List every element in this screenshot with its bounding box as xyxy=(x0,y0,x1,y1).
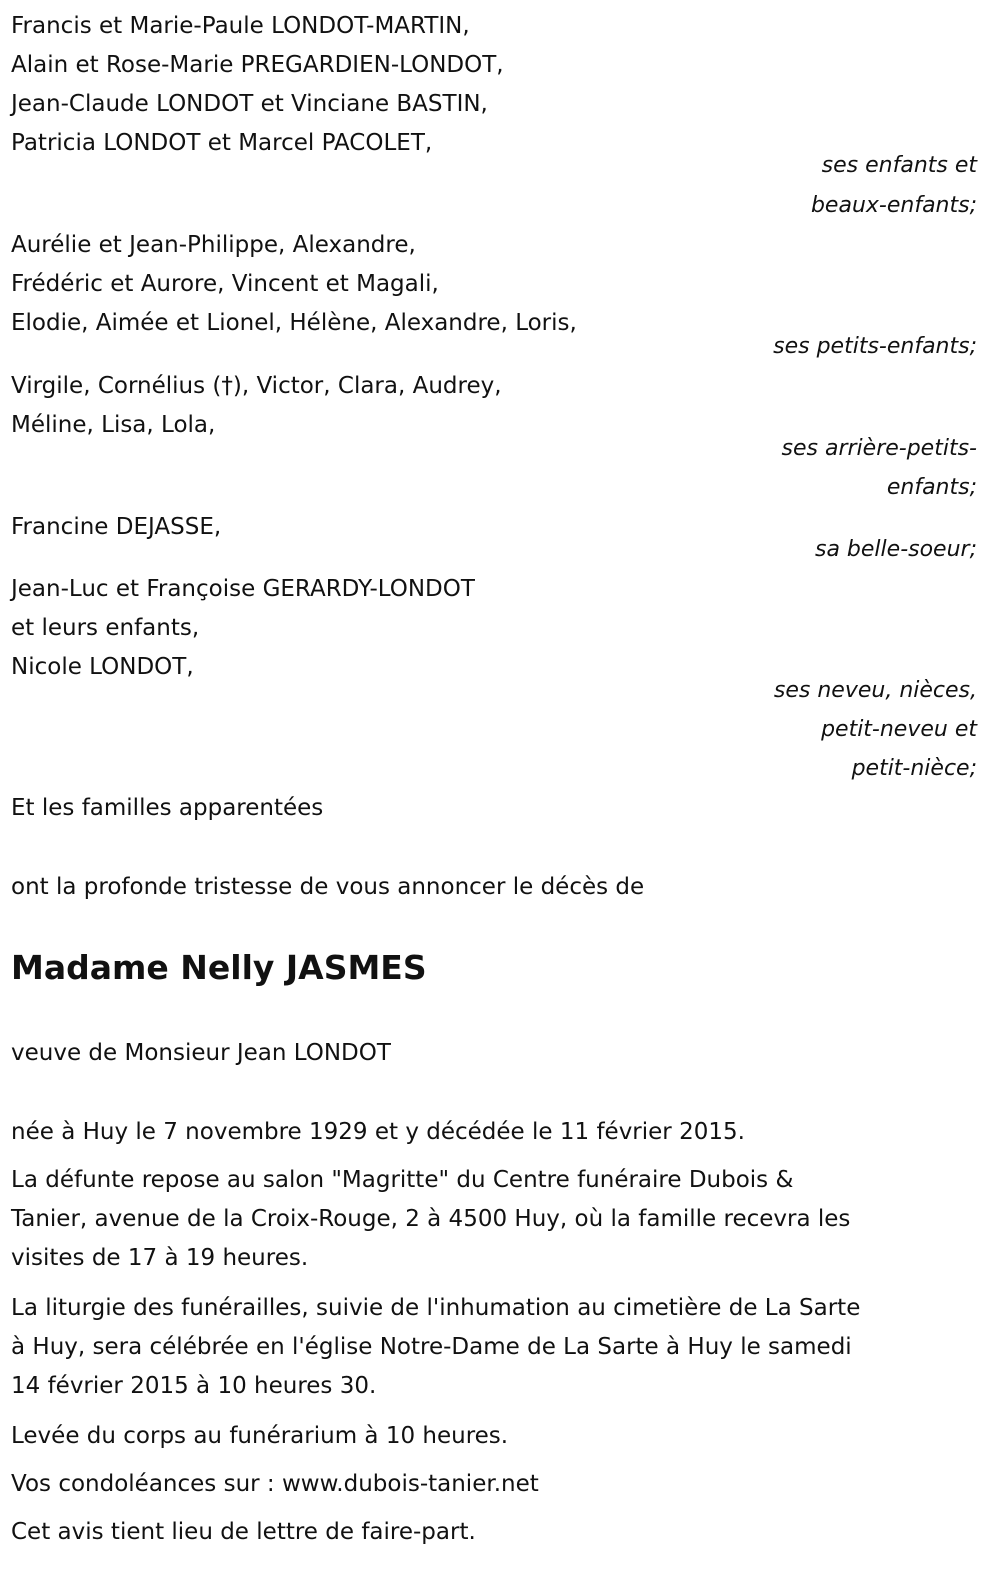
family-line: Virgile, Cornélius (†), Victor, Clara, Audrey, xyxy=(11,373,502,399)
visitation-line: visites de 17 à 19 heures. xyxy=(11,1245,309,1271)
family-line: Alain et Rose-Marie PREGARDIEN-LONDOT, xyxy=(11,52,504,78)
visitation-line: La défunte repose au salon "Magritte" du Centre funéraire Dubois & xyxy=(11,1167,794,1193)
relationship-label: petit-nièce; xyxy=(851,756,977,781)
family-line: Jean-Luc et Françoise GERARDY-LONDOT xyxy=(11,576,475,602)
family-line: Aurélie et Jean-Philippe, Alexandre, xyxy=(11,232,416,258)
condolences-line: Vos condoléances sur : www.dubois-tanier.net xyxy=(11,1471,539,1497)
relationship-label: petit-neveu et xyxy=(821,717,977,742)
family-line: Frédéric et Aurore, Vincent et Magali, xyxy=(11,271,439,297)
family-line: Patricia LONDOT et Marcel PACOLET, xyxy=(11,130,433,156)
family-line: Francine DEJASSE, xyxy=(11,514,222,540)
visitation-line: Tanier, avenue de la Croix-Rouge, 2 à 4500 Huy, où la famille recevra les xyxy=(11,1206,851,1232)
related-families: Et les familles apparentées xyxy=(11,795,324,821)
family-line: Elodie, Aimée et Lionel, Hélène, Alexandre, Loris, xyxy=(11,310,577,336)
family-line: Jean-Claude LONDOT et Vinciane BASTIN, xyxy=(11,91,488,117)
body-removal-line: Levée du corps au funérarium à 10 heures. xyxy=(11,1423,509,1449)
relationship-label: ses neveu, nièces, xyxy=(773,678,977,703)
widow-of: veuve de Monsieur Jean LONDOT xyxy=(11,1040,391,1066)
birth-death-line: née à Huy le 7 novembre 1929 et y décédée le 11 février 2015. xyxy=(11,1119,745,1145)
family-line: et leurs enfants, xyxy=(11,615,200,641)
notice-line: Cet avis tient lieu de lettre de faire-part. xyxy=(11,1519,476,1545)
funeral-line: 14 février 2015 à 10 heures 30. xyxy=(11,1373,377,1399)
relationship-label: ses petits-enfants; xyxy=(773,334,977,359)
family-line: Méline, Lisa, Lola, xyxy=(11,412,216,438)
funeral-line: à Huy, sera célébrée en l'église Notre-Dame de La Sarte à Huy le samedi xyxy=(11,1334,852,1360)
funeral-line: La liturgie des funérailles, suivie de l'inhumation au cimetière de La Sarte xyxy=(11,1295,861,1321)
relationship-label: enfants; xyxy=(886,475,977,500)
relationship-label: beaux-enfants; xyxy=(810,193,977,218)
relationship-label: ses arrière-petits- xyxy=(781,436,977,461)
relationship-label: sa belle-soeur; xyxy=(815,537,977,562)
relationship-label: ses enfants et xyxy=(821,153,977,178)
family-line: Nicole LONDOT, xyxy=(11,654,194,680)
announcement-text: ont la profonde tristesse de vous annoncer le décès de xyxy=(11,874,645,900)
deceased-name: Madame Nelly JASMES xyxy=(11,948,427,987)
family-line: Francis et Marie-Paule LONDOT-MARTIN, xyxy=(11,13,470,39)
